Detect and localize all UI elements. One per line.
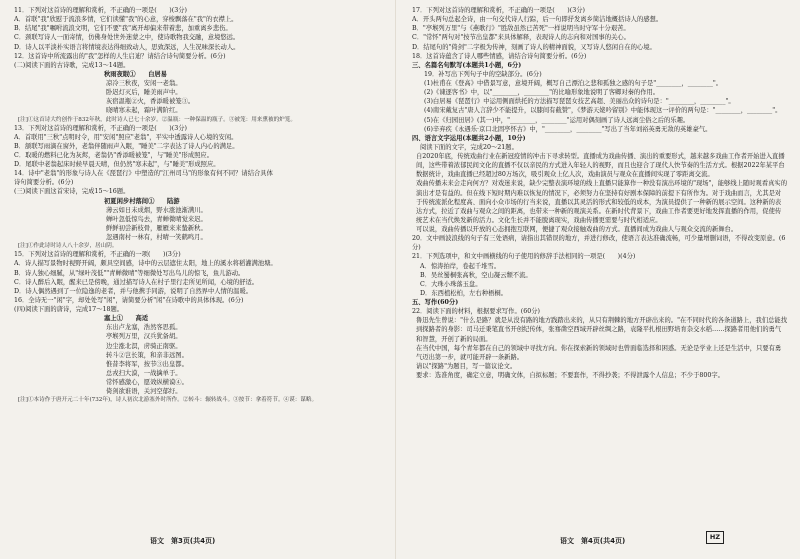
dictation-item: (5)在《归园田居》(其一)中，"________，________"运用对偶刻画了诗人远离尘俗之后的乐趣。 (424, 116, 690, 124)
question-line: 17．下列对这首诗的理解和赏析，不正确的一项是( )(3分) (412, 7, 585, 14)
question-line: D．诗人偶然遇到了一位隐逸的老者，并与他携手同游，说明了自然界中人情的温暖。 (14, 287, 253, 295)
poem-line: 鲜鲜初尝新枝骨，雁雁来来蛰新秋。 (106, 224, 207, 232)
question-line: (四)阅读下面的唐诗，完成17～18题。 (14, 306, 124, 314)
section-3-heading: 三、名篇名句默写(本题共1小题，6分) (412, 61, 522, 69)
question-21: 21．下列选项中，和文中画横线的句子使用的修辞手法相同的一项是( )(4分) (412, 253, 636, 261)
question-line: C．取暖的燃料已化为灰烬，老翁仍"香添暖被笼"，与"睡美"形成照应。 (14, 151, 214, 159)
dictation-item: (4)南宋戴复古"唐人言辞少不能提升，以膝间有截赞"，《梦游天姥吟留别》中能体现这一评价的两句是："________，________"。 (424, 107, 782, 115)
question-line: 15．下列对这首诗的理解和赏析，不正确的一项( )(3分) (14, 251, 181, 259)
section-5-heading: 五、写作(60分) (412, 299, 459, 306)
right-page (412, 6, 787, 531)
question-line: B．诗人独心细腻，从"绿叶茂低""青蝉微晴"等细微处写出鸟儿的惊飞，鱼儿游动。 (14, 269, 245, 277)
question-line: C．诗人醉后入眠，醒来已是傍晚，通过描写诗人在村子里行走所见所闻，心境的舒适。 (14, 278, 259, 286)
poem-line: 倚剑欲谁语，关河空郁纡。 (106, 388, 182, 396)
poem-line: 亭堠列万里，汉兵犹备胡。 (106, 333, 182, 341)
poem-line: 转斗②岂长策，和亲非远图。 (106, 351, 188, 359)
left-page (14, 6, 386, 531)
option-line: A．惊涛拍岸，卷起千堆雪。 (420, 262, 501, 270)
essay-material-line: 要求：选准角度，确定立意，明确文体，自拟标题；不要套作，不得抄袭；不得泄露个人信息；不少于800字。 (416, 372, 724, 379)
right-page-footer: 语文 第4页(共4页) (560, 537, 626, 545)
question-line: 14．诗中"老翁"的形象与诗人在《琵琶行》中塑造的"江州司马"的形象有何不同？请结合具体 (14, 170, 273, 178)
essay-material-line: 在当代中国，每个青年都在自己的领域中寻找方向。你在探索新的领域时也曾面临选择和困惑。无论是学业上还是生活中，只要有勇气迈出第一步，就可能开辟一条新路。 (416, 344, 782, 361)
question-line: D．尾联中老翁起床时候早晨天晴，但仍然"寒未起"，与"睡美"形成照应。 (14, 161, 220, 169)
essay-material-line: 请以"探路"为题目，写一篇议论文。 (416, 362, 517, 370)
question-line: D．诗人以平淡朴实语言将情境表达得细致动人，思致深远，人生况味深长动人。 (14, 43, 240, 51)
passage-lead: 阅读下面的文字，完成20～21题。 (420, 143, 518, 151)
poem3-note: [注]①本诗作于唐开元二十年(732年)，诗人初次北游塞外时所作。②转斗：辗转战斗。③按节：拿着符节。④谟：谋略。 (18, 397, 318, 404)
left-page-footer: 语文 第3页(共4页) (150, 537, 216, 545)
exam-code-box: HZ (706, 531, 724, 544)
question-line: 诗句简要分析。(6分) (14, 179, 74, 187)
poem-line: 晓晴寒未起，霜叶满阶红。 (106, 107, 182, 115)
passage-paragraph: 可以说，戏曲传播以开放的心态拥抱互联网，便捷了观众接触戏曲的方式。直播间成为戏曲人与观众交流的新舞台。 (416, 226, 738, 233)
option-line: C．大珠小珠落玉盘。 (420, 280, 482, 288)
page-gutter (395, 0, 396, 559)
essay-material-line: 鲁迅先生曾说："什么是路？就是从没有路的地方践踏出来的，从只有荆棘的地方开辟出来的。"在不同时代的各条道路上，我们总能找到探路者的身影：司马迁秉笔直书开创纪传体，张骞凿空西域开辟丝绸之路，袁隆平扎根田野培育杂交水稻……探路者用他们的勇气和智慧，开创了新的局面。 (416, 317, 787, 343)
poem-line: 边尘涨北溟，虏骑正南驱。 (106, 342, 182, 350)
poem2-title: 初夏闲步村落间① 陆游 (104, 197, 180, 205)
poem-line: 忽遇南村一林有，村晴一笑鹤鸣月。 (106, 234, 207, 242)
poem-line: 灰宿温瓶②火，香添暖被笼③。 (106, 98, 195, 106)
question-line: 12．这首诗中所流露出的"我"怎样的人生启迪？请结合诗句简要分析。(6分) (14, 52, 226, 60)
question-22: 22．阅读下面的材料，根据要求写作。(60分) (412, 308, 540, 316)
poem-line: 惟昔李将军，按节③出皇都。 (106, 360, 188, 368)
dictation-item: (6)辛弃疾《永遇乐·京口北固亭怀古》中，"________，________"写出了当年刘裕英勇无敌的英雄豪气。 (424, 125, 712, 133)
poem-line: 卧迟灯灭后，睡美雨声中。 (106, 89, 182, 97)
poem2-note: [注]①作此诗时诗人八十余岁，居山阴。 (18, 243, 118, 250)
dictation-item: (1)杜甫在《登高》中借景写意，意境开阔，概写自己漂泊之悲和孤独之感的句子是"________，________"。 (424, 80, 723, 87)
dictation-item: (3)白居易《琵琶行》中运用侧面烘托的方法描写琵琶女技艺高超、美丽出众的诗句是："________，________"。 (424, 98, 735, 106)
dictation-item: 19．补写出下列句子中的空缺部分。(6分) (424, 70, 542, 78)
question-line: C．颈联写诗人一面寄情，仿佛身处世外迷蒙之中，使诗歌物我交融，意境悠远。 (14, 34, 240, 42)
poem1-title: 秋雨夜眠① 白居易 (104, 70, 167, 78)
poem-line: 凉冷三秋夜，安闲一老翁。 (106, 80, 182, 87)
poem3-title: 塞上① 高适 (104, 315, 149, 323)
passage-paragraph: 戏曲传播未来会走向何方？对戏迷来说，缺少完整表演环境的线上直播只能算作一种没有演出环境的"现场"，能够线上随时观看真实的演出才是有益的。但在线下短时期内难以恢复的情况下，必须努力在坚持有好剧本保障的前提下有所作为。对于戏曲而言，尤其是对于传统流派化程度高、面向小众市场的行当来说，直播以其灵活的形式和较低的成本，为演员提供了一种新的展示空间。这种新的表达方式，拉近了戏曲与观众之间的距离，也带来一种新的观演关系。在新时代背景下，戏曲工作者要更好地发挥直播的作用，促使传统艺术在当代焕发新的活力。文化生长并不能脱离现实，戏曲传播更需要与时代相适应。 (416, 180, 787, 224)
question-line: 18．这首诗蕴含了诗人哪些情感，请结合诗句简要分析。(6分) (412, 52, 587, 60)
poem1-note: [注]①这首诗大约创作于832年秋，此时诗人已七十余岁。②温瓶：一种保温的瓶子。③被笼：用来熏被的炉笼。 (18, 116, 296, 123)
poem-line: 总戎扫大漠，一战擒单于。 (106, 369, 182, 377)
question-line: (二)阅读下面的古诗歌，完成13～14题。 (14, 61, 130, 69)
question-line: C．"常怀"两句对"按节出皇都"来具体解释，表现诗人的志向和对国事的关心。 (412, 34, 630, 42)
question-line: (三)阅读下面这首宋诗，完成15～16题。 (14, 188, 130, 196)
option-line: D．东西植松柏，左右种梧桐。 (420, 289, 507, 297)
dictation-item: (2)《谏逐客书》中，以"________，________"的比喻形象地说明了客卿对秦的作用。 (424, 89, 660, 97)
passage-paragraph: 自2020年底，传统戏曲行业在新冠疫情的冲击下寻求转型。直播成为戏曲传播、演出的重要形式，越来越多戏曲工作者开始进入直播间，这些带着浓郁民间文化的直播不仅以亲民的方式进入年轻人的视野，而且也迎合了现代人快节奏的生活方式。根据2022年某平台数据统计，戏曲直播已经超过80万场次，吸引观众上亿人次，戏曲演员与观众在直播间实现了零距离交流。 (416, 153, 785, 179)
question-line: 16．全诗无一"闲"字，却处处写"闲"，请简要分析"闲"在诗歌中的具体体现。(6分) (14, 296, 244, 304)
question-line: D．结尾句的"倚剑"二字极为传神，刻画了诗人的精神面貌，又写诗人悠闲自在的心境。 (412, 43, 656, 51)
poem-line: 蝉叶忽低惊鸟去，青蝉微晴觉来迟。 (106, 215, 207, 223)
poem-line: 常怀感激心，愿效纵横谟④。 (106, 379, 188, 387)
question-line: 11．下列对这首诗的理解和赏析，不正确的一项是( )(3分) (14, 7, 187, 14)
question-line: 13．下列对这首诗的理解和赏析，不正确的一项是( )(3分) (14, 124, 187, 132)
poem-line: 薄云如日未成烟，野水涨池渐满川。 (106, 206, 207, 214)
question-line: B．结尾"我"嘱咐流浪文明，它们不要"我"离开却偏来带着悲，加重离乡悲伤。 (14, 25, 232, 33)
question-line: A．首联用"三秋"点明时令，用"安闲"照应"老翁"，平实中透露诗人心境的安闲。 (14, 133, 238, 141)
question-line: A．首联"我"欣慰于流浪多情，它们读懂"我"的心意，穿梭飘落在"我"的衣襟上。 (14, 16, 238, 24)
question-20: 20．文中画波浪线的句子有三处语病，请指出其错误的地方，并进行修改，使语言表达准确流畅，可少量增删词语，不得改变原意。(6分) (412, 235, 786, 252)
question-line: A．开头两句总起全诗，由一句交代诗人行踪，后一句即抒发离乡简洁地概括诗人的感想。 (412, 16, 663, 24)
question-line: B．"亭堠列万里"与《燕歌行》"胜敌虽然已苦死"一样说明当时守军十分艰苦。 (412, 25, 630, 33)
option-line: B．吴丝蜀桐张高秋，空山凝云颓不流。 (420, 271, 532, 279)
poem-line: 东出卢龙塞，浩然客思孤。 (106, 324, 182, 332)
question-line: B．颔联写雨滴在窗外，老翁伴随雨声入眠，"睡美"二字表达了诗人内心的满足。 (14, 142, 239, 150)
question-line: A．诗人描写景物时视野开阔，颇具空间感，诗中的云层遮住太阳，地上的溪水将稻灌满池塘。 (14, 260, 277, 268)
section-4-heading: 四、语言文字运用(本题共2小题，10分) (412, 134, 526, 142)
